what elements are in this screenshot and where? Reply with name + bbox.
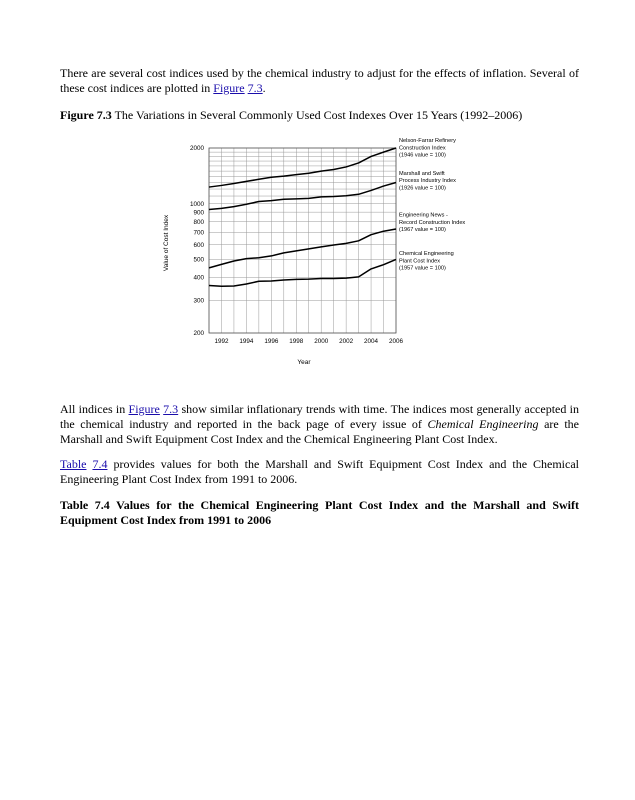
x-tick-label: 2000 — [314, 338, 329, 345]
series-line — [209, 148, 396, 187]
table-reference-paragraph — [60, 457, 579, 487]
figure-number-link-2[interactable]: 7.3 — [163, 402, 179, 416]
intro-text-end: . — [262, 81, 266, 95]
intro-text: There are several cost indices used by the chemical industry to adjust for the effects of inflation. Several of these cost indices are plotted in — [60, 66, 579, 95]
figure-link-2[interactable]: Figure — [128, 402, 160, 416]
chart-grid — [209, 148, 396, 333]
x-tick-label: 2004 — [364, 338, 379, 345]
trends-text-end: are the Marshall and Swift Equipment Cost Index and the Chemical Engineering Plant Cost Index. — [60, 417, 580, 446]
figure-caption-label: Figure 7.3 — [60, 108, 112, 122]
table-link[interactable]: Table — [60, 457, 87, 471]
y-tick-label: 1000 — [189, 200, 204, 208]
trends-text-mid: show similar inflationary trends with time. The indices most generally accepted in the chemical industry and reported in the back page of every issue of — [60, 402, 579, 431]
y-tick-label: 400 — [193, 274, 204, 282]
plot-frame — [209, 148, 396, 333]
legend-label: Construction Index — [399, 145, 446, 152]
y-tick-label: 800 — [193, 218, 204, 226]
figure-link[interactable]: Figure — [213, 81, 245, 95]
legend-label: Chemical Engineering — [399, 251, 454, 258]
trends-text-start: All indices in — [60, 402, 129, 416]
x-tick-label: 1996 — [264, 338, 279, 345]
legend-label: Process Industry Index — [399, 178, 456, 185]
legend-label: (1967 value = 100) — [399, 227, 446, 234]
x-tick-label: 1992 — [214, 338, 229, 345]
table-number-link[interactable]: 7.4 — [92, 457, 108, 471]
x-axis-label: Year — [297, 359, 311, 366]
legend-label: (1926 value = 100) — [399, 185, 446, 192]
journal-title: Chemical Engineering — [427, 417, 539, 431]
legend-label: Marshall and Swift — [399, 170, 445, 177]
chart-series — [209, 148, 396, 286]
legend-label: Record Construction Index — [399, 219, 466, 226]
x-tick-label: 2006 — [388, 338, 404, 345]
y-tick-label: 300 — [193, 297, 204, 305]
chart-legend — [399, 138, 465, 272]
intro-paragraph — [60, 66, 579, 96]
y-tick-label: 500 — [193, 256, 204, 264]
x-tick-label: 2002 — [339, 338, 354, 345]
x-tick-label: 1994 — [239, 338, 254, 345]
legend-label: (1946 value = 100) — [399, 152, 446, 159]
table-reference-text: provides values for both the Marshall and Swift Equipment Cost Index and the Chemical Engineering Plant Cost Index from 1991 to 2006. — [60, 457, 580, 486]
y-tick-label: 600 — [193, 241, 204, 249]
legend-label: Plant Cost Index — [399, 258, 441, 265]
y-tick-label: 900 — [193, 209, 204, 217]
trends-paragraph — [60, 402, 579, 447]
y-tick-label: 200 — [193, 330, 204, 338]
cost-index-chart — [158, 138, 488, 370]
figure-caption — [60, 108, 579, 123]
legend-label: (1957 value = 100) — [399, 265, 446, 272]
y-tick-label: 2000 — [189, 145, 204, 153]
legend-label: Engineering News - — [399, 212, 448, 219]
figure-number-link[interactable]: 7.3 — [247, 81, 263, 95]
table-caption: Table 7.4 Values for the Chemical Engineering Plant Cost Index and the Marshall and Swift Equipment Cost Index from 1991 to 2006 — [60, 498, 579, 527]
y-axis-label: Value of Cost Index — [163, 214, 170, 272]
y-tick-label: 700 — [193, 229, 204, 237]
x-tick-label: 1998 — [289, 338, 304, 345]
figure-caption-text: The Variations in Several Commonly Used Cost Indexes Over 15 Years (1992–2006) — [111, 108, 523, 122]
legend-label: Nelson-Farrar Refinery — [399, 138, 456, 144]
series-line — [209, 229, 396, 268]
series-line — [209, 259, 396, 286]
